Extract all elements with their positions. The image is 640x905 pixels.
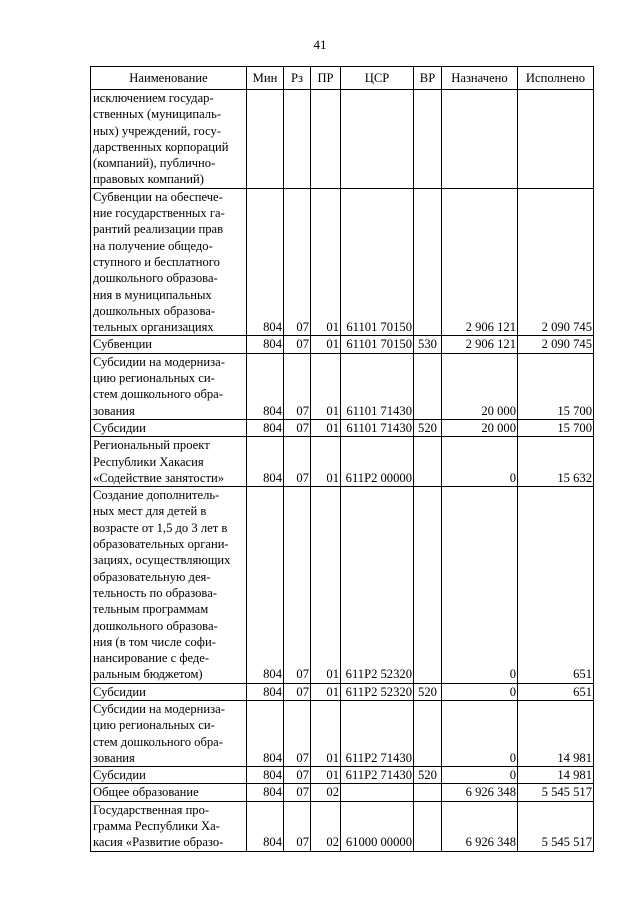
cell-name: Субсидии на модерниза- цию региональных си- стем дошкольного обра- зования — [91, 700, 247, 766]
cell-rz: 07 — [284, 700, 311, 766]
cell-csr: 611P2 52320 — [341, 683, 414, 700]
cell-assigned: 0 — [442, 767, 518, 784]
cell-executed: 2 090 745 — [518, 336, 594, 353]
cell-assigned: 0 — [442, 437, 518, 487]
cell-executed: 14 981 — [518, 700, 594, 766]
cell-csr — [341, 90, 414, 189]
cell-vr — [414, 487, 442, 684]
cell-min — [247, 90, 284, 189]
cell-min: 804 — [247, 801, 284, 851]
cell-rz: 07 — [284, 188, 311, 336]
cell-assigned: 0 — [442, 683, 518, 700]
col-header-executed: Исполнено — [518, 67, 594, 90]
table-row — [91, 188, 594, 336]
cell-csr: 611P2 71430 — [341, 700, 414, 766]
col-header-assigned: Назначено — [442, 67, 518, 90]
cell-name: Субсидии на модерниза- цию региональных си- стем дошкольного обра- зования — [91, 353, 247, 419]
cell-vr: 520 — [414, 767, 442, 784]
cell-name: Общее образование — [91, 784, 247, 801]
cell-rz: 07 — [284, 767, 311, 784]
cell-vr — [414, 784, 442, 801]
cell-pr: 01 — [311, 353, 341, 419]
cell-rz: 07 — [284, 419, 311, 436]
cell-executed: 2 090 745 — [518, 188, 594, 336]
table-row — [91, 90, 594, 189]
cell-vr — [414, 700, 442, 766]
cell-rz: 07 — [284, 487, 311, 684]
cell-csr: 61000 00000 — [341, 801, 414, 851]
cell-assigned: 2 906 121 — [442, 336, 518, 353]
cell-executed — [518, 90, 594, 189]
cell-vr — [414, 188, 442, 336]
cell-executed: 651 — [518, 487, 594, 684]
cell-assigned: 6 926 348 — [442, 801, 518, 851]
cell-assigned: 20 000 — [442, 419, 518, 436]
cell-pr: 02 — [311, 784, 341, 801]
table-row — [91, 419, 594, 436]
cell-csr: 61101 71430 — [341, 353, 414, 419]
cell-min: 804 — [247, 767, 284, 784]
col-header-csr: ЦСР — [341, 67, 414, 90]
cell-name: Субвенции — [91, 336, 247, 353]
cell-vr — [414, 801, 442, 851]
cell-pr: 01 — [311, 487, 341, 684]
cell-rz: 07 — [284, 683, 311, 700]
cell-vr: 530 — [414, 336, 442, 353]
cell-rz — [284, 90, 311, 189]
cell-csr: 61101 71430 — [341, 419, 414, 436]
cell-rz: 07 — [284, 801, 311, 851]
cell-csr: 61101 70150 — [341, 188, 414, 336]
cell-pr: 01 — [311, 188, 341, 336]
cell-vr — [414, 437, 442, 487]
col-header-vr: ВР — [414, 67, 442, 90]
cell-name: Субсидии — [91, 683, 247, 700]
cell-vr: 520 — [414, 419, 442, 436]
cell-pr: 02 — [311, 801, 341, 851]
cell-min: 804 — [247, 419, 284, 436]
col-header-pr: ПР — [311, 67, 341, 90]
cell-rz: 07 — [284, 353, 311, 419]
cell-csr: 611P2 52320 — [341, 487, 414, 684]
cell-vr — [414, 353, 442, 419]
table-header-row — [91, 67, 594, 90]
cell-assigned — [442, 90, 518, 189]
table-row — [91, 801, 594, 851]
cell-executed: 15 700 — [518, 353, 594, 419]
cell-assigned: 0 — [442, 487, 518, 684]
page-number: 41 — [313, 37, 327, 52]
col-header-min: Мин — [247, 67, 284, 90]
cell-min: 804 — [247, 683, 284, 700]
cell-rz: 07 — [284, 437, 311, 487]
cell-assigned: 6 926 348 — [442, 784, 518, 801]
table-row — [91, 767, 594, 784]
cell-pr — [311, 90, 341, 189]
cell-executed: 15 700 — [518, 419, 594, 436]
cell-executed: 5 545 517 — [518, 801, 594, 851]
cell-pr: 01 — [311, 437, 341, 487]
cell-csr — [341, 784, 414, 801]
cell-name: Субсидии — [91, 767, 247, 784]
cell-rz: 07 — [284, 784, 311, 801]
cell-executed: 15 632 — [518, 437, 594, 487]
col-header-name: Наименование — [91, 67, 247, 90]
cell-name: Региональный проект Республики Хакасия «Содействие занятости» — [91, 437, 247, 487]
table-row — [91, 700, 594, 766]
cell-assigned: 2 906 121 — [442, 188, 518, 336]
col-header-rz: Рз — [284, 67, 311, 90]
cell-executed: 651 — [518, 683, 594, 700]
cell-executed: 14 981 — [518, 767, 594, 784]
cell-pr: 01 — [311, 683, 341, 700]
cell-min: 804 — [247, 700, 284, 766]
table-row — [91, 683, 594, 700]
cell-min: 804 — [247, 336, 284, 353]
cell-vr: 520 — [414, 683, 442, 700]
cell-min: 804 — [247, 437, 284, 487]
cell-name: исключением государ- ственных (муниципаль- ных) учреждений, госу- дарственных корпораций (компаний), публично- правовых компаний) — [91, 90, 247, 189]
budget-table — [90, 66, 594, 852]
table-row — [91, 336, 594, 353]
cell-pr: 01 — [311, 767, 341, 784]
cell-name: Субвенции на обеспече- ние государственных га- рантий реализации прав на получение общедо- ступного и бесплатного дошкольного образова- ния в муниципальных дошкольных образова- тельных организациях — [91, 188, 247, 336]
table-row — [91, 784, 594, 801]
cell-min: 804 — [247, 188, 284, 336]
table-row — [91, 487, 594, 684]
cell-min: 804 — [247, 487, 284, 684]
cell-pr: 01 — [311, 700, 341, 766]
cell-pr: 01 — [311, 419, 341, 436]
cell-min: 804 — [247, 784, 284, 801]
cell-name: Субсидии — [91, 419, 247, 436]
cell-assigned: 20 000 — [442, 353, 518, 419]
cell-name: Создание дополнитель- ных мест для детей в возрасте от 1,5 до 3 лет в образовательных органи- зациях, осуществляющих образовательную дея- тельность по образова- тельным программам дошкольного образова- ния (в том числе софи- нансирование с феде- ральным бюджетом) — [91, 487, 247, 684]
cell-min: 804 — [247, 353, 284, 419]
cell-csr: 611P2 71430 — [341, 767, 414, 784]
cell-vr — [414, 90, 442, 189]
cell-csr: 611P2 00000 — [341, 437, 414, 487]
cell-pr: 01 — [311, 336, 341, 353]
cell-assigned: 0 — [442, 700, 518, 766]
cell-executed: 5 545 517 — [518, 784, 594, 801]
cell-csr: 61101 70150 — [341, 336, 414, 353]
table-row — [91, 353, 594, 419]
cell-name: Государственная про- грамма Республики Ха- касия «Развитие образо- — [91, 801, 247, 851]
cell-rz: 07 — [284, 336, 311, 353]
table-row — [91, 437, 594, 487]
